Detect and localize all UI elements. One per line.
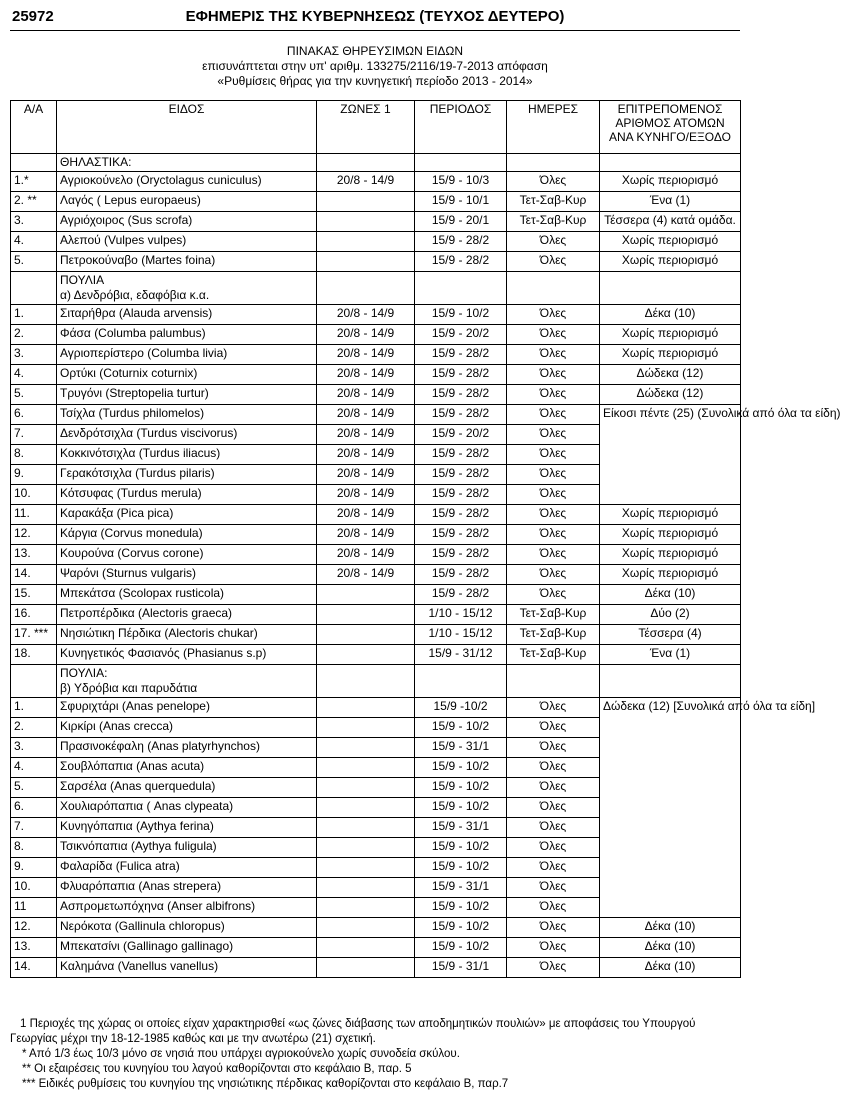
row-number: 6. (11, 798, 57, 818)
table-row (11, 938, 741, 958)
row-allowed: Ένα (1) (600, 192, 741, 212)
row-zones (317, 192, 415, 212)
row-period: 15/9 - 10/2 (415, 305, 507, 325)
footnote-2: * Από 1/3 έως 10/3 μόνο σε νησιά που υπάρχει αγριοκούνελο χωρίς συνοδεία σκύλου. (22, 1048, 460, 1060)
table-row (11, 212, 741, 232)
row-allowed: Χωρίς περιορισμό (600, 565, 741, 585)
table-row (11, 305, 741, 325)
row-allowed: Τέσσερα (4) κατά ομάδα. (600, 212, 741, 232)
row-zones (317, 938, 415, 958)
row-days: Τετ-Σαβ-Κυρ (507, 192, 600, 212)
row-zones (317, 958, 415, 978)
row-period: 15/9 - 10/2 (415, 938, 507, 958)
row-number: 4. (11, 758, 57, 778)
thrushes-allowed-merged: Είκοσι πέντε (25) (Συνολικά από όλα τα είδη) (600, 405, 741, 505)
section-empty-cell (317, 272, 415, 305)
row-zones (317, 918, 415, 938)
row-zones: 20/8 - 14/9 (317, 505, 415, 525)
row-zones (317, 698, 415, 718)
row-number: 2. (11, 325, 57, 345)
row-zones: 20/8 - 14/9 (317, 445, 415, 465)
row-period: 15/9 - 28/2 (415, 345, 507, 365)
section-label-line-2: α) Δενδρόβια, εδαφόβια κ.α. (60, 288, 210, 302)
row-period: 15/9 -10/2 (415, 698, 507, 718)
table-row (11, 192, 741, 212)
row-species: Κιρκίρι (Anas crecca) (57, 718, 317, 738)
row-zones (317, 645, 415, 665)
section-empty-cell (507, 154, 600, 172)
table-row (11, 645, 741, 665)
row-zones (317, 252, 415, 272)
row-allowed: Χωρίς περιορισμό (600, 545, 741, 565)
row-zones: 20/8 - 14/9 (317, 565, 415, 585)
row-days: Όλες (507, 445, 600, 465)
row-days: Όλες (507, 485, 600, 505)
row-period: 15/9 - 28/2 (415, 385, 507, 405)
footnotes (10, 1017, 740, 1092)
row-number: 1.* (11, 172, 57, 192)
row-species: Φάσα (Columba palumbus) (57, 325, 317, 345)
row-days: Όλες (507, 838, 600, 858)
row-period: 15/9 - 28/2 (415, 465, 507, 485)
section-label-cell (57, 154, 317, 172)
row-species: Ψαρόνι (Sturnus vulgaris) (57, 565, 317, 585)
row-allowed: Τέσσερα (4) (600, 625, 741, 645)
row-zones: 20/8 - 14/9 (317, 465, 415, 485)
row-number: 13. (11, 545, 57, 565)
row-zones (317, 212, 415, 232)
row-species: Τρυγόνι (Streptopelia turtur) (57, 385, 317, 405)
row-zones (317, 605, 415, 625)
row-period: 15/9 - 10/1 (415, 192, 507, 212)
row-zones (317, 798, 415, 818)
row-zones (317, 778, 415, 798)
row-zones: 20/8 - 14/9 (317, 365, 415, 385)
section-label-cell (57, 272, 317, 305)
section-label-line-1: ΘΗΛΑΣΤΙΚΑ: (60, 155, 132, 169)
row-period: 15/9 - 28/2 (415, 545, 507, 565)
section-empty-cell (415, 272, 507, 305)
row-zones (317, 878, 415, 898)
row-period: 15/9 - 10/2 (415, 798, 507, 818)
table-body (11, 154, 841, 978)
row-number: 9. (11, 465, 57, 485)
row-number: 5. (11, 385, 57, 405)
table-row (11, 365, 741, 385)
row-allowed: Δέκα (10) (600, 938, 741, 958)
row-species: Κοκκινότσιχλα (Turdus iliacus) (57, 445, 317, 465)
table-row (11, 625, 741, 645)
row-number: 15. (11, 585, 57, 605)
table-row (11, 565, 741, 585)
table-row (11, 252, 741, 272)
section-empty-cell (317, 154, 415, 172)
section-empty-cell (415, 665, 507, 698)
footnote-1: 1 Περιοχές της χώρας οι οποίες είχαν χαρακτηρισθεί «ως ζώνες διάβασης των αποδημητικών πουλιών» με αποφάσεις του Υπουργού Γεωργίας μέχρι την 18-12-1985 καθώς και με την ανωτέρω (21) σχετική. (10, 1018, 696, 1045)
row-allowed: Δώδεκα (12) (600, 365, 741, 385)
row-species: Μπεκατσίνι (Gallinago gallinago) (57, 938, 317, 958)
row-species: Χουλιαρόπαπια ( Anas clypeata) (57, 798, 317, 818)
table-row (11, 605, 741, 625)
row-allowed: Ένα (1) (600, 645, 741, 665)
row-zones (317, 858, 415, 878)
table-row (11, 918, 741, 938)
row-zones: 20/8 - 14/9 (317, 325, 415, 345)
row-zones: 20/8 - 14/9 (317, 525, 415, 545)
table-row (11, 505, 741, 525)
row-zones: 20/8 - 14/9 (317, 385, 415, 405)
section-label-cell (57, 665, 317, 698)
row-period: 15/9 - 20/2 (415, 425, 507, 445)
row-period: 15/9 - 20/1 (415, 212, 507, 232)
row-number: 2. (11, 718, 57, 738)
row-allowed: Χωρίς περιορισμό (600, 172, 741, 192)
row-allowed: Χωρίς περιορισμό (600, 232, 741, 252)
row-allowed: Δέκα (10) (600, 305, 741, 325)
row-number: 1. (11, 305, 57, 325)
table-row (11, 525, 741, 545)
row-species: Ορτύκι (Coturnix coturnix) (57, 365, 317, 385)
row-allowed: Χωρίς περιορισμό (600, 345, 741, 365)
section-aa-cell (11, 665, 57, 698)
row-species: Αγριόχοιρος (Sus scrofa) (57, 212, 317, 232)
row-days: Όλες (507, 505, 600, 525)
row-species: Αγριοκούνελο (Oryctolagus cuniculus) (57, 172, 317, 192)
row-zones: 20/8 - 14/9 (317, 305, 415, 325)
row-species: Αγριοπερίστερο (Columba livia) (57, 345, 317, 365)
row-number: 10. (11, 878, 57, 898)
row-number: 2. ** (11, 192, 57, 212)
gazette-title: ΕΦΗΜΕΡΙΣ ΤΗΣ ΚΥΒΕΡΝΗΣΕΩΣ (ΤΕΥΧΟΣ ΔΕΥΤΕΡΟ) (185, 8, 565, 25)
page-number: 25972 (12, 8, 54, 25)
row-allowed: Δέκα (10) (600, 958, 741, 978)
row-period: 15/9 - 31/1 (415, 878, 507, 898)
row-number: 5. (11, 252, 57, 272)
section-empty-cell (507, 272, 600, 305)
row-species: Κουρούνα (Corvus corone) (57, 545, 317, 565)
row-days: Όλες (507, 778, 600, 798)
section-mammals (11, 154, 741, 172)
row-zones: 20/8 - 14/9 (317, 545, 415, 565)
row-species: Δενδρότσιχλα (Turdus viscivorus) (57, 425, 317, 445)
row-number: 1. (11, 698, 57, 718)
row-species: Κότσυφας (Turdus merula) (57, 485, 317, 505)
row-number: 13. (11, 938, 57, 958)
row-period: 15/9 - 31/1 (415, 958, 507, 978)
row-species: Σαρσέλα (Anas querquedula) (57, 778, 317, 798)
row-allowed: Χωρίς περιορισμό (600, 525, 741, 545)
row-days: Όλες (507, 938, 600, 958)
row-period: 15/9 - 28/2 (415, 405, 507, 425)
row-zones (317, 818, 415, 838)
table-row (11, 172, 741, 192)
row-species: Νησιώτικη Πέρδικα (Alectoris chukar) (57, 625, 317, 645)
row-species: Γερακότσιχλα (Turdus pilaris) (57, 465, 317, 485)
footnote-3: ** Οι εξαιρέσεις του κυνηγίου του λαγού καθορίζονται στο κεφάλαιο Β, παρ. 5 (22, 1063, 412, 1075)
row-period: 15/9 - 10/2 (415, 898, 507, 918)
row-days: Τετ-Σαβ-Κυρ (507, 212, 600, 232)
row-days: Όλες (507, 525, 600, 545)
row-period: 15/9 - 28/2 (415, 505, 507, 525)
row-period: 15/9 - 31/1 (415, 818, 507, 838)
row-species: Φαλαρίδα (Fulica atra) (57, 858, 317, 878)
row-zones: 20/8 - 14/9 (317, 405, 415, 425)
row-period: 15/9 - 10/2 (415, 758, 507, 778)
row-period: 15/9 - 28/2 (415, 365, 507, 385)
row-period: 15/9 - 28/2 (415, 445, 507, 465)
row-days: Όλες (507, 758, 600, 778)
row-days: Τετ-Σαβ-Κυρ (507, 625, 600, 645)
section-label-line-2: β) Υδρόβια και παρυδάτια (60, 681, 198, 695)
row-days: Όλες (507, 738, 600, 758)
col-header-aa: Α/Α (11, 101, 57, 154)
row-number: 12. (11, 918, 57, 938)
row-allowed: Χωρίς περιορισμό (600, 325, 741, 345)
row-allowed: Χωρίς περιορισμό (600, 505, 741, 525)
row-number: 7. (11, 818, 57, 838)
row-days: Όλες (507, 798, 600, 818)
table-row (11, 545, 741, 565)
col-header-period: ΠΕΡΙΟΔΟΣ (415, 101, 507, 154)
table-row (11, 405, 741, 425)
row-period: 15/9 - 10/2 (415, 918, 507, 938)
row-days: Τετ-Σαβ-Κυρ (507, 645, 600, 665)
row-days: Όλες (507, 585, 600, 605)
row-number: 9. (11, 858, 57, 878)
row-number: 8. (11, 838, 57, 858)
row-number: 17. *** (11, 625, 57, 645)
row-period: 15/9 - 10/2 (415, 858, 507, 878)
row-species: Μπεκάτσα (Scolopax rusticola) (57, 585, 317, 605)
table-header-row (11, 101, 741, 154)
row-number: 5. (11, 778, 57, 798)
row-days: Όλες (507, 698, 600, 718)
col-header-zones: ΖΩΝΕΣ 1 (317, 101, 415, 154)
row-period: 15/9 - 10/2 (415, 718, 507, 738)
row-number: 3. (11, 738, 57, 758)
row-species: Τσικνόπαπια (Aythya fuligula) (57, 838, 317, 858)
row-period: 1/10 - 15/12 (415, 625, 507, 645)
game-species-table (10, 100, 841, 978)
row-zones (317, 738, 415, 758)
row-number: 8. (11, 445, 57, 465)
table-row (11, 325, 741, 345)
row-species: Κυνηγετικός Φασιανός (Phasianus s.p) (57, 645, 317, 665)
row-species: Πετροκούναβο (Martes foina) (57, 252, 317, 272)
row-number: 11. (11, 505, 57, 525)
col-header-allowed: ΕΠΙΤΡΕΠΟΜΕΝΟΣ ΑΡΙΘΜΟΣ ΑΤΟΜΩΝ ΑΝΑ ΚΥΝΗΓΟ/ΕΞΟΔΟ (600, 101, 741, 154)
row-period: 15/9 - 28/2 (415, 585, 507, 605)
table-row (11, 958, 741, 978)
row-zones (317, 625, 415, 645)
row-days: Όλες (507, 958, 600, 978)
row-species: Καλημάνα (Vanellus vanellus) (57, 958, 317, 978)
row-number: 3. (11, 345, 57, 365)
row-allowed: Δύο (2) (600, 605, 741, 625)
row-days: Τετ-Σαβ-Κυρ (507, 605, 600, 625)
title-line-3: «Ρυθμίσεις θήρας για την κυνηγετική περίοδο 2013 - 2014» (217, 74, 533, 88)
row-days: Όλες (507, 565, 600, 585)
row-zones (317, 718, 415, 738)
row-species: Ασπρομετωπόχηνα (Anser albifrons) (57, 898, 317, 918)
row-period: 15/9 - 20/2 (415, 325, 507, 345)
section-label-line-1: ΠΟΥΛΙΑ: (60, 666, 108, 680)
row-days: Όλες (507, 405, 600, 425)
row-species: Τσίχλα (Turdus philomelos) (57, 405, 317, 425)
col-header-species: ΕΙΔΟΣ (57, 101, 317, 154)
row-number: 18. (11, 645, 57, 665)
row-zones: 20/8 - 14/9 (317, 425, 415, 445)
title-line-1: ΠΙΝΑΚΑΣ ΘΗΡΕΥΣΙΜΩΝ ΕΙΔΩΝ (286, 44, 464, 58)
row-days: Όλες (507, 898, 600, 918)
row-number: 3. (11, 212, 57, 232)
row-period: 15/9 - 28/2 (415, 525, 507, 545)
row-number: 11 (11, 898, 57, 918)
page-header (10, 6, 740, 31)
row-days: Όλες (507, 545, 600, 565)
row-number: 6. (11, 405, 57, 425)
row-species: Σφυριχτάρι (Anas penelope) (57, 698, 317, 718)
row-species: Πετροπέρδικα (Alectoris graeca) (57, 605, 317, 625)
table-title (10, 44, 740, 89)
section-empty-cell (507, 665, 600, 698)
row-period: 15/9 - 28/2 (415, 232, 507, 252)
row-period: 1/10 - 15/12 (415, 605, 507, 625)
row-species: Νερόκοτα (Gallinula chloropus) (57, 918, 317, 938)
section-birds-terrestrial (11, 272, 741, 305)
row-days: Όλες (507, 232, 600, 252)
section-empty-cell (317, 665, 415, 698)
row-number: 14. (11, 565, 57, 585)
row-period: 15/9 - 31/1 (415, 738, 507, 758)
row-zones (317, 758, 415, 778)
row-days: Όλες (507, 172, 600, 192)
row-number: 16. (11, 605, 57, 625)
row-species: Καρακάξα (Pica pica) (57, 505, 317, 525)
row-zones (317, 898, 415, 918)
row-days: Όλες (507, 878, 600, 898)
row-allowed: Δώδεκα (12) (600, 385, 741, 405)
row-zones (317, 838, 415, 858)
section-empty-cell (600, 272, 741, 305)
row-days: Όλες (507, 385, 600, 405)
footnote-4: *** Ειδικές ρυθμίσεις του κυνηγίου της νησιώτικης πέρδικας καθορίζονται στο κεφάλαιο Β, παρ.7 (22, 1078, 509, 1090)
row-period: 15/9 - 28/2 (415, 565, 507, 585)
row-number: 12. (11, 525, 57, 545)
row-days: Όλες (507, 345, 600, 365)
row-days: Όλες (507, 252, 600, 272)
section-aa-cell (11, 272, 57, 305)
row-period: 15/9 - 31/12 (415, 645, 507, 665)
table-row (11, 385, 741, 405)
row-zones: 20/8 - 14/9 (317, 345, 415, 365)
row-number: 7. (11, 425, 57, 445)
row-days: Όλες (507, 325, 600, 345)
row-days: Όλες (507, 305, 600, 325)
row-period: 15/9 - 28/2 (415, 485, 507, 505)
row-species: Αλεπού (Vulpes vulpes) (57, 232, 317, 252)
row-days: Όλες (507, 425, 600, 445)
row-period: 15/9 - 10/3 (415, 172, 507, 192)
table-row (11, 345, 741, 365)
row-species: Σιταρήθρα (Alauda arvensis) (57, 305, 317, 325)
col-header-days: ΗΜΕΡΕΣ (507, 101, 600, 154)
row-days: Όλες (507, 858, 600, 878)
row-days: Όλες (507, 365, 600, 385)
table-row (11, 585, 741, 605)
row-number: 4. (11, 365, 57, 385)
table-row (11, 232, 741, 252)
section-empty-cell (415, 154, 507, 172)
section-birds-waterfowl (11, 665, 741, 698)
row-number: 4. (11, 232, 57, 252)
row-allowed: Χωρίς περιορισμό (600, 252, 741, 272)
row-days: Όλες (507, 718, 600, 738)
row-zones: 20/8 - 14/9 (317, 172, 415, 192)
row-period: 15/9 - 10/2 (415, 838, 507, 858)
row-period: 15/9 - 28/2 (415, 252, 507, 272)
row-number: 14. (11, 958, 57, 978)
section-label-line-1: ΠΟΥΛΙΑ (60, 273, 105, 287)
section-aa-cell (11, 154, 57, 172)
row-species: Κυνηγόπαπια (Aythya ferina) (57, 818, 317, 838)
row-allowed: Δέκα (10) (600, 918, 741, 938)
section-empty-cell (600, 154, 741, 172)
row-zones (317, 585, 415, 605)
row-allowed: Δέκα (10) (600, 585, 741, 605)
row-species: Κάργια (Corvus monedula) (57, 525, 317, 545)
row-days: Όλες (507, 818, 600, 838)
section-empty-cell (600, 665, 741, 698)
waterfowl-allowed-merged: Δώδεκα (12) [Συνολικά από όλα τα είδη] (600, 698, 741, 918)
title-line-2: επισυνάπτεται στην υπ' αριθμ. 133275/2116/19-7-2013 απόφαση (202, 59, 548, 73)
row-species: Πρασινοκέφαλη (Anas platyrhynchos) (57, 738, 317, 758)
row-zones: 20/8 - 14/9 (317, 485, 415, 505)
row-zones (317, 232, 415, 252)
row-days: Όλες (507, 918, 600, 938)
row-period: 15/9 - 10/2 (415, 778, 507, 798)
row-species: Φλυαρόπαπια (Anas strepera) (57, 878, 317, 898)
table-row (11, 698, 741, 718)
row-species: Σουβλόπαπια (Anas acuta) (57, 758, 317, 778)
row-days: Όλες (507, 465, 600, 485)
row-number: 10. (11, 485, 57, 505)
row-species: Λαγός ( Lepus europaeus) (57, 192, 317, 212)
